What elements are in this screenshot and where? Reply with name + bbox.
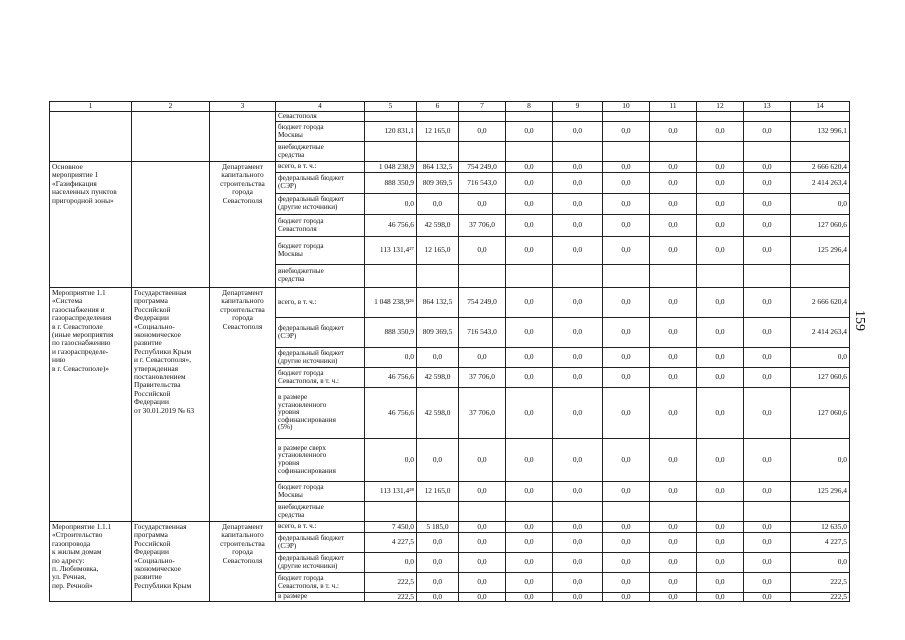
amount-cell [791,142,850,162]
funding-source-cell: федеральный бюджет (СЭР) [276,533,365,553]
amount-cell: 0,0 [697,553,744,573]
amount-cell [553,142,603,162]
amount-cell: 0,0 [697,122,744,142]
table-row [50,288,850,318]
amount-cell: 0,0 [506,318,553,348]
funding-source-cell: внебюджетные средства [276,142,365,162]
amount-cell: 0,0 [697,533,744,553]
column-header: 14 [791,102,850,112]
amount-cell: 0,0 [459,533,506,553]
amount-cell: 0,0 [417,194,459,215]
column-header: 10 [603,102,650,112]
amount-cell: 0,0 [744,388,791,439]
budget-table [49,101,850,602]
amount-cell: 46 756,6 [365,215,417,237]
amount-cell: 0,0 [506,482,553,502]
program-cell [132,112,210,162]
funding-source-cell: в размере установленного уровня софинансирования (5%) [276,388,365,439]
amount-cell: 0,0 [603,318,650,348]
amount-cell [365,502,417,522]
amount-cell: 0,0 [506,593,553,602]
amount-cell: 754 249,0 [459,288,506,318]
amount-cell: 222,5 [365,593,417,602]
amount-cell: 0,0 [365,439,417,482]
funding-source-cell: внебюджетные средства [276,502,365,522]
amount-cell [603,265,650,288]
amount-cell: 0,0 [697,482,744,502]
amount-cell [506,265,553,288]
amount-cell: 0,0 [697,439,744,482]
amount-cell: 0,0 [650,439,697,482]
amount-cell: 0,0 [459,194,506,215]
amount-cell: 0,0 [697,162,744,173]
amount-cell: 0,0 [650,288,697,318]
amount-cell: 0,0 [650,173,697,194]
funding-source-cell: в размере сверх установленного уровня софинансирования [276,439,365,482]
amount-cell: 1 048 238,9²⁶ [365,288,417,318]
amount-cell: 0,0 [603,194,650,215]
amount-cell: 0,0 [697,173,744,194]
amount-cell: 0,0 [791,439,850,482]
amount-cell [417,142,459,162]
amount-cell [553,265,603,288]
amount-cell: 0,0 [650,348,697,368]
amount-cell: 0,0 [744,288,791,318]
amount-cell: 0,0 [744,482,791,502]
amount-cell: 0,0 [459,348,506,368]
amount-cell: 0,0 [459,482,506,502]
executor-cell: Департамент капитального строительства города Севастополя [210,288,276,522]
amount-cell [553,502,603,522]
header-row [50,102,850,112]
amount-cell: 0,0 [650,553,697,573]
amount-cell: 0,0 [697,215,744,237]
amount-cell [506,142,553,162]
amount-cell: 0,0 [506,237,553,265]
amount-cell: 0,0 [650,482,697,502]
column-header: 3 [210,102,276,112]
amount-cell: 0,0 [417,593,459,602]
amount-cell: 2 414 263,4 [791,318,850,348]
amount-cell: 125 296,4 [791,237,850,265]
amount-cell: 0,0 [553,593,603,602]
amount-cell: 0,0 [744,194,791,215]
amount-cell: 0,0 [553,573,603,593]
amount-cell: 716 543,0 [459,173,506,194]
amount-cell: 0,0 [553,439,603,482]
amount-cell: 0,0 [697,522,744,533]
amount-cell: 120 831,1 [365,122,417,142]
amount-cell: 2 666 620,4 [791,162,850,173]
amount-cell: 12 165,0 [417,482,459,502]
amount-cell: 0,0 [603,439,650,482]
page-number: 159 [852,310,867,331]
amount-cell: 0,0 [697,573,744,593]
amount-cell: 864 132,5 [417,162,459,173]
amount-cell: 0,0 [744,173,791,194]
amount-cell [417,112,459,122]
amount-cell: 0,0 [553,173,603,194]
funding-source-cell: всего, в т. ч.: [276,162,365,173]
amount-cell: 0,0 [603,553,650,573]
amount-cell: 0,0 [744,348,791,368]
funding-source-cell: всего, в т. ч.: [276,522,365,533]
amount-cell: 0,0 [650,522,697,533]
funding-source-cell: в размере [276,593,365,602]
amount-cell [791,112,850,122]
amount-cell: 0,0 [553,553,603,573]
amount-cell: 0,0 [506,122,553,142]
amount-cell: 4 227,5 [791,533,850,553]
amount-cell [506,502,553,522]
amount-cell: 0,0 [553,348,603,368]
amount-cell: 0,0 [650,194,697,215]
amount-cell: 125 296,4 [791,482,850,502]
amount-cell [791,265,850,288]
amount-cell: 888 350,9 [365,173,417,194]
amount-cell: 113 131,4²⁷ [365,237,417,265]
amount-cell: 0,0 [603,593,650,602]
table-row [50,162,850,173]
table-row [50,522,850,533]
amount-cell: 0,0 [459,122,506,142]
amount-cell: 0,0 [553,122,603,142]
amount-cell: 222,5 [791,573,850,593]
amount-cell: 0,0 [365,553,417,573]
executor-cell: Департамент капитального строительства города Севастополя [210,522,276,602]
amount-cell: 0,0 [506,553,553,573]
amount-cell: 127 060,6 [791,215,850,237]
funding-source-cell: федеральный бюджет (СЭР) [276,318,365,348]
column-header: 7 [459,102,506,112]
funding-source-cell: бюджет города Москвы [276,122,365,142]
activity-name-cell [50,112,132,162]
amount-cell: 4 227,5 [365,533,417,553]
amount-cell: 0,0 [603,368,650,388]
program-cell: Государственная программа Российской Федерации «Социально- экономическое развитие Республики Крым и г. Севастополя», утвержденная постановлением Правительства Российской Федерации от 30.01.2019 № 63 [132,288,210,522]
amount-cell: 0,0 [650,318,697,348]
amount-cell: 0,0 [650,593,697,602]
amount-cell [697,112,744,122]
amount-cell: 0,0 [506,439,553,482]
program-cell [132,162,210,288]
funding-source-cell: федеральный бюджет (другие источники) [276,194,365,215]
amount-cell: 0,0 [553,368,603,388]
amount-cell: 0,0 [459,522,506,533]
amount-cell: 0,0 [459,573,506,593]
amount-cell: 0,0 [744,553,791,573]
amount-cell: 888 350,9 [365,318,417,348]
activity-name-cell: Мероприятие 1.1 «Система газоснабжения и газораспределения в г. Севастополе (иные мероприятия по газоснабжению и газораспределе- нию в г. Севастополе)» [50,288,132,522]
amount-cell: 0,0 [744,122,791,142]
amount-cell [459,502,506,522]
amount-cell [650,142,697,162]
amount-cell: 37 706,0 [459,368,506,388]
funding-source-cell: бюджет города Москвы [276,237,365,265]
amount-cell: 0,0 [553,388,603,439]
amount-cell: 0,0 [553,237,603,265]
amount-cell: 864 132,5 [417,288,459,318]
funding-source-cell: федеральный бюджет (другие источники) [276,553,365,573]
amount-cell: 0,0 [791,194,850,215]
column-header: 8 [506,102,553,112]
funding-source-cell: бюджет города Севастополя, в т. ч.: [276,573,365,593]
amount-cell [603,112,650,122]
column-header: 5 [365,102,417,112]
amount-cell: 0,0 [506,162,553,173]
amount-cell: 0,0 [506,522,553,533]
amount-cell: 0,0 [650,368,697,388]
amount-cell: 2 666 620,4 [791,288,850,318]
amount-cell [744,265,791,288]
column-header: 11 [650,102,697,112]
amount-cell: 222,5 [791,593,850,602]
amount-cell: 0,0 [506,573,553,593]
amount-cell [744,502,791,522]
amount-cell: 0,0 [553,215,603,237]
amount-cell: 42 598,0 [417,388,459,439]
amount-cell [744,112,791,122]
amount-cell: 0,0 [697,194,744,215]
amount-cell: 0,0 [603,522,650,533]
amount-cell: 0,0 [791,348,850,368]
activity-name-cell: Основное мероприятие 1 «Газификация населенных пунктов пригородной зоны» [50,162,132,288]
amount-cell: 7 450,0 [365,522,417,533]
amount-cell: 0,0 [459,553,506,573]
amount-cell: 0,0 [603,162,650,173]
amount-cell: 113 131,4²⁸ [365,482,417,502]
amount-cell: 0,0 [506,173,553,194]
amount-cell [365,142,417,162]
amount-cell: 0,0 [744,318,791,348]
amount-cell: 809 369,5 [417,173,459,194]
amount-cell: 12 165,0 [417,122,459,142]
amount-cell: 0,0 [506,368,553,388]
amount-cell: 0,0 [603,482,650,502]
amount-cell: 127 060,6 [791,368,850,388]
amount-cell: 0,0 [650,215,697,237]
amount-cell: 0,0 [697,237,744,265]
funding-source-cell: внебюджетные средства [276,265,365,288]
amount-cell: 0,0 [553,533,603,553]
amount-cell: 0,0 [417,573,459,593]
column-header: 12 [697,102,744,112]
amount-cell [603,502,650,522]
amount-cell [365,112,417,122]
amount-cell: 132 996,1 [791,122,850,142]
amount-cell: 0,0 [744,162,791,173]
funding-source-cell: бюджет города Москвы [276,482,365,502]
amount-cell: 0,0 [650,388,697,439]
amount-cell: 0,0 [603,348,650,368]
amount-cell: 42 598,0 [417,368,459,388]
amount-cell: 0,0 [650,122,697,142]
amount-cell: 0,0 [744,593,791,602]
amount-cell: 0,0 [553,318,603,348]
amount-cell [791,502,850,522]
amount-cell: 0,0 [506,348,553,368]
funding-source-cell: Севастополя [276,112,365,122]
amount-cell: 0,0 [744,439,791,482]
amount-cell: 0,0 [506,194,553,215]
amount-cell: 222,5 [365,573,417,593]
amount-cell [459,112,506,122]
amount-cell [506,112,553,122]
amount-cell: 0,0 [650,237,697,265]
amount-cell: 0,0 [553,162,603,173]
amount-cell: 0,0 [697,368,744,388]
amount-cell: 754 249,0 [459,162,506,173]
amount-cell: 0,0 [697,593,744,602]
activity-name-cell: Мероприятие 1.1.1 «Строительство газопровода к жилым домам по адресу: п. Любимовка, ул. Речная, пер. Речной» [50,522,132,602]
amount-cell: 5 185,0 [417,522,459,533]
amount-cell [603,142,650,162]
amount-cell: 1 048 238,9 [365,162,417,173]
executor-cell [210,112,276,162]
column-header: 2 [132,102,210,112]
amount-cell: 127 060,6 [791,388,850,439]
amount-cell: 0,0 [603,288,650,318]
amount-cell: 0,0 [603,533,650,553]
amount-cell: 0,0 [459,237,506,265]
amount-cell: 0,0 [417,348,459,368]
amount-cell: 0,0 [417,553,459,573]
funding-source-cell: бюджет города Севастополя [276,215,365,237]
column-header: 9 [553,102,603,112]
amount-cell: 0,0 [791,553,850,573]
amount-cell: 0,0 [417,439,459,482]
amount-cell: 0,0 [459,439,506,482]
amount-cell [697,265,744,288]
program-cell: Государственная программа Российской Федерации «Социально- экономическое развитие Республики Крым [132,522,210,602]
amount-cell: 0,0 [603,573,650,593]
column-header: 13 [744,102,791,112]
amount-cell: 12 165,0 [417,237,459,265]
column-header: 6 [417,102,459,112]
column-header: 4 [276,102,365,112]
amount-cell: 2 414 263,4 [791,173,850,194]
amount-cell: 0,0 [603,122,650,142]
amount-cell: 0,0 [553,482,603,502]
amount-cell: 37 706,0 [459,215,506,237]
amount-cell: 37 706,0 [459,388,506,439]
amount-cell [365,265,417,288]
amount-cell: 0,0 [553,194,603,215]
amount-cell [459,265,506,288]
amount-cell: 0,0 [553,288,603,318]
amount-cell [697,142,744,162]
amount-cell: 809 369,5 [417,318,459,348]
amount-cell: 42 598,0 [417,215,459,237]
amount-cell: 0,0 [506,533,553,553]
amount-cell: 46 756,6 [365,368,417,388]
amount-cell [650,265,697,288]
amount-cell: 0,0 [459,593,506,602]
amount-cell: 716 543,0 [459,318,506,348]
amount-cell: 0,0 [603,388,650,439]
amount-cell: 0,0 [506,288,553,318]
column-header: 1 [50,102,132,112]
amount-cell: 0,0 [417,533,459,553]
funding-source-cell: федеральный бюджет (СЭР) [276,173,365,194]
amount-cell [744,142,791,162]
amount-cell [459,142,506,162]
amount-cell: 0,0 [553,522,603,533]
funding-source-cell: всего, в т. ч.: [276,288,365,318]
amount-cell: 0,0 [697,318,744,348]
amount-cell [697,502,744,522]
amount-cell: 0,0 [603,215,650,237]
amount-cell: 0,0 [603,237,650,265]
amount-cell: 0,0 [506,388,553,439]
amount-cell: 0,0 [506,215,553,237]
amount-cell: 0,0 [744,237,791,265]
executor-cell: Департамент капитального строительства города Севастополя [210,162,276,288]
amount-cell: 0,0 [650,533,697,553]
amount-cell: 0,0 [650,573,697,593]
amount-cell: 0,0 [744,573,791,593]
amount-cell [650,502,697,522]
amount-cell: 0,0 [744,215,791,237]
amount-cell: 0,0 [744,368,791,388]
amount-cell: 0,0 [603,173,650,194]
amount-cell: 46 756,6 [365,388,417,439]
amount-cell [417,502,459,522]
table-row [50,112,850,122]
amount-cell: 12 635,0 [791,522,850,533]
amount-cell: 0,0 [697,348,744,368]
amount-cell: 0,0 [365,348,417,368]
amount-cell: 0,0 [744,533,791,553]
amount-cell [650,112,697,122]
funding-source-cell: бюджет города Севастополя, в т. ч.: [276,368,365,388]
amount-cell: 0,0 [650,162,697,173]
funding-source-cell: федеральный бюджет (другие источники) [276,348,365,368]
amount-cell: 0,0 [697,288,744,318]
amount-cell: 0,0 [365,194,417,215]
amount-cell [417,265,459,288]
amount-cell: 0,0 [744,522,791,533]
amount-cell [553,112,603,122]
amount-cell: 0,0 [697,388,744,439]
